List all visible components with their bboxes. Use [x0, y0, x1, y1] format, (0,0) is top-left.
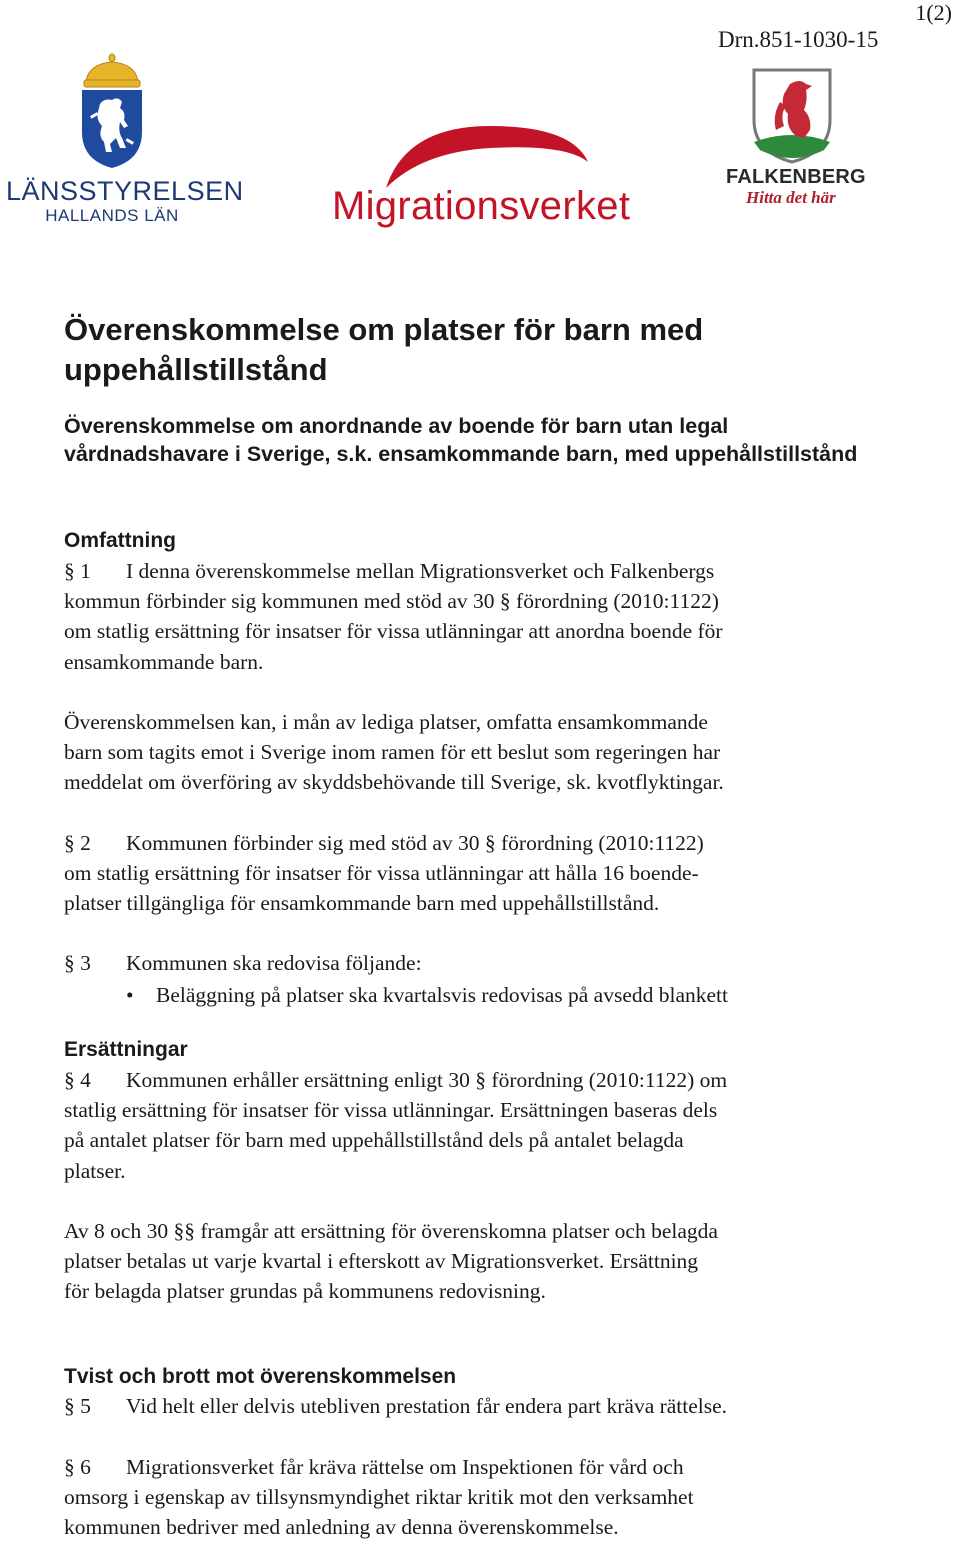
section-1: [64, 556, 894, 677]
paragraph-line: för belagda platser grundas på kommunens redovisning.: [64, 1279, 546, 1304]
migrationsverket-logo-text: Migrationsverket: [332, 184, 631, 228]
section-sign: §: [499, 589, 511, 614]
section-4-line-1: Kommunen erhåller ersättning enligt 30: [126, 1068, 470, 1092]
section-number: 1: [80, 559, 91, 583]
list-item: [126, 980, 886, 1010]
section-sign: §: [64, 831, 75, 855]
paragraph-line-1a: Av 8 och 30: [64, 1219, 169, 1243]
section-2-line-1: Kommunen förbinder sig med stöd av 30: [126, 831, 480, 855]
paragraph-line: platser betalas ut varje kvartal i efterskott av Migrationsverket. Ersättning: [64, 1249, 699, 1274]
document-subtitle: Överenskommelse om anordnande av boende för barn utan legal vårdnadshavare i Sverige, s.k. ensamkommande barn, med uppehållstillstånd: [64, 414, 858, 466]
section-1-line-5: ensamkommande barn.: [64, 649, 264, 674]
section-sign: §: [64, 1068, 75, 1092]
paragraph-line: barn som tagits emot i Sverige inom ramen för ett beslut som regeringen har: [64, 740, 721, 765]
section-4-line-4: på antalet platser för barn med uppehållstillstånd dels på antalet belagda: [64, 1128, 684, 1153]
section-6: [64, 1452, 894, 1543]
section-sign: §: [475, 1068, 487, 1092]
paragraph-line-1b: framgår att ersättning för överenskomna platser och belagda: [200, 1219, 718, 1243]
lansstyrelsen-name: LÄNSSTYRELSEN: [6, 176, 244, 206]
diarienummer: Drn.851-1030-15: [718, 27, 879, 52]
section-5: [64, 1391, 894, 1421]
section-number: 5: [80, 1394, 91, 1418]
document-title: Överenskommelse om platser för barn med uppehållstillstånd: [64, 312, 704, 387]
section-4: [64, 1065, 894, 1186]
section-number: 2: [80, 831, 91, 855]
heading-omfattning: Omfattning: [64, 529, 176, 552]
crowned-lion-shield-icon: [74, 52, 150, 172]
section-2-line-4: platser tillgängliga för ensamkommande barn med uppehållstillstånd.: [64, 891, 660, 916]
paragraph-line: meddelat om överföring av skyddsbehövande till Sverige, sk. kvotflyktingar.: [64, 770, 724, 795]
section-2: [64, 828, 894, 919]
section-1-line-2: kommun förbinder sig kommunen med stöd av 30: [64, 589, 495, 614]
falcon-shield-icon: [750, 66, 834, 164]
section-3: [64, 948, 894, 978]
double-section-sign: §§: [173, 1219, 195, 1243]
section-6-line-2: omsorg i egenskap av tillsynsmyndighet riktar kritik mot den verksamhet: [64, 1485, 694, 1510]
bullet-text: Beläggning på platser ska kvartalsvis redovisas på avsedd blankett: [156, 983, 728, 1007]
section-sign: §: [484, 831, 496, 855]
lansstyrelsen-sub: HALLANDS LÄN: [45, 206, 179, 225]
section-5-text: Vid helt eller delvis utebliven prestation får endera part kräva rättelse.: [126, 1394, 728, 1418]
section-sign: §: [64, 1455, 75, 1479]
section-1-line-4: om statlig ersättning för insatser för vissa utlänningar att anordna boende för: [64, 619, 723, 644]
section-2-line-3: om statlig ersättning för insatser för vissa utlänningar att hålla 16 boende-: [64, 861, 699, 886]
section-1-line-1: I denna överenskommelse mellan Migrationsverket och Falkenbergs: [126, 559, 715, 583]
falkenberg-name: FALKENBERG: [726, 166, 866, 188]
section-number: 6: [80, 1455, 91, 1479]
section-number: 3: [80, 951, 91, 975]
section-6-line-1: Migrationsverket får kräva rättelse om Inspektionen för vård och: [126, 1455, 684, 1479]
section-3-text: Kommunen ska redovisa följande:: [126, 951, 422, 975]
page-number: 1(2): [915, 0, 952, 25]
section-sign: §: [64, 559, 75, 583]
section-4-line-2: förordning (2010:1122) om: [491, 1068, 728, 1092]
section-1-line-3: förordning (2010:1122): [516, 589, 719, 614]
section-4-line-5: platser.: [64, 1158, 126, 1183]
section-2-line-2: förordning (2010:1122): [501, 831, 704, 855]
red-arc-icon: [386, 122, 588, 192]
bullet-icon: •: [126, 983, 134, 1007]
paragraph-ersattning: [64, 1216, 894, 1307]
heading-ersattningar: Ersättningar: [64, 1038, 188, 1061]
section-number: 4: [80, 1068, 91, 1092]
section-sign: §: [64, 951, 75, 975]
section-sign: §: [64, 1394, 75, 1418]
heading-tvist: Tvist och brott mot överenskommelsen: [64, 1365, 457, 1388]
lansstyrelsen-logo-text: [6, 176, 244, 226]
paragraph-line: Överenskommelsen kan, i mån av lediga platser, omfatta ensamkommande: [64, 710, 708, 734]
falkenberg-slogan: Hitta det här: [746, 188, 836, 207]
section-4-line-3: statlig ersättning för insatser för vissa utlänningar. Ersättningen baseras dels: [64, 1098, 718, 1123]
paragraph-kvotflyktingar: [64, 707, 894, 798]
section-6-line-3: kommunen bedriver med anledning av denna överenskommelse.: [64, 1515, 619, 1540]
